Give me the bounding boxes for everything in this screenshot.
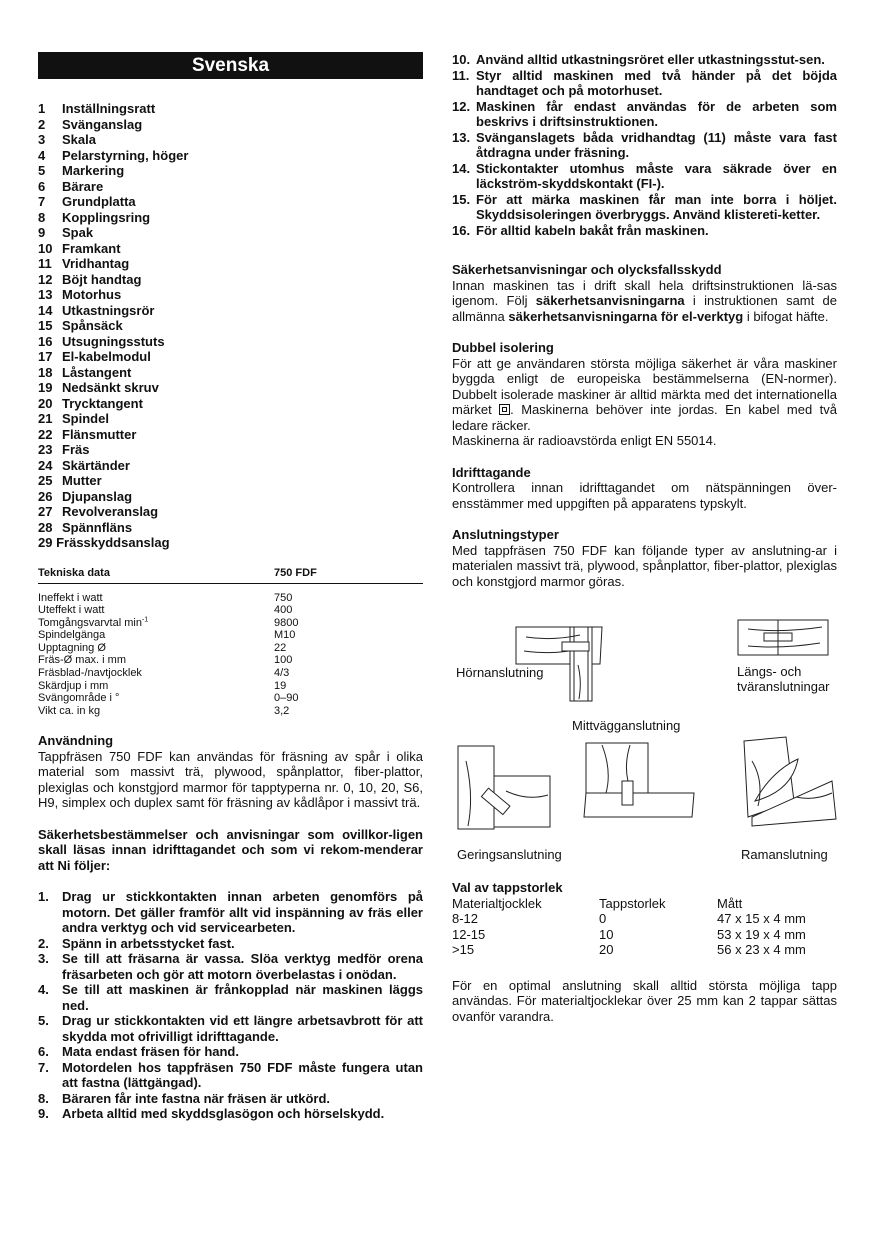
double-insulation-icon [499,404,510,415]
list-item: 13. Svänganslagets båda vridhandtag (11) måste vara fast åtdragna under fräsning. [452,129,837,160]
double-insulation-heading: Dubbel isolering [452,340,554,355]
joint-illustrations [452,611,842,866]
miter-joint-drawing [458,746,550,829]
frame-joint-label: Ramanslutning [741,847,828,862]
list-item: 3. Se till att fräsarna är vassa. Slöa verktyg medför orena fräsarbeten och gör att motorn överbelastas i onödan. [38,951,423,982]
language-title: Svenska [38,52,423,79]
joint-types-section [452,527,837,589]
list-item: 10. Använd alltid utkastningsröret eller utkastningsstut-sen. [452,52,825,67]
table-row: Tomgångsvarvtal $\min^{-1}$ 9800 [38,616,299,629]
safety-rules-list-continued [452,52,837,238]
list-item: 3 Skala [38,132,96,147]
final-note: För en optimal anslutning skall alltid största möjliga tapp användas. För materialtjocklekar över 25 mm kan 2 tappar sättas ovanför varandra. [452,977,837,1024]
double-insulation-section [452,340,837,449]
list-item: 20 Trycktangent [38,395,143,411]
radio-suppression-text: Maskinerna är radioavstörda enligt EN 55014. [452,433,717,448]
list-item: 14. Stickontakter utomhus måste vara säkrade över en läckström-skyddskontakt (FI-). [452,160,837,191]
list-item: 27 Revolveranslag [38,504,159,519]
double-insulation-text: För att ge användaren största möjliga säkerhet är våra maskiner byggda enligt de europeiska bestämmelserna (EN-normer). Dubbelt isolerade maskiner är alltid märkta med det internationella märket . Maskinerna behöver inte jordas. En kabel med två ledare räcker. [452,355,837,433]
list-item: 23 Fräs [38,442,90,457]
usage-heading: Användning [38,733,114,749]
list-item: 11 Vridhantag [38,256,130,271]
list-item: 7. Motordelen hos tappfräsen 750 FDF måste fungera utan att fastna (lättgängad). [38,1059,423,1091]
tech-data-header: Tekniska data 750 FDF [38,567,423,584]
frame-joint-drawing [744,737,836,826]
table-row: 8-12 0 47 x 15 x 4 mm [452,911,806,926]
table-row: Svängområde i ° 0–90 [38,692,299,705]
joint-types-figure [452,611,837,866]
list-item: 14 Utkastningsrör [38,302,155,318]
list-item: 13 Motorhus [38,287,122,302]
table-row: Fräs-Ø max. i mm 100 [38,654,293,667]
safety-rules-list [38,889,423,1122]
safety-notes-text: Innan maskinen tas i drift skall hela driftsinstruktionen lä-sas igenom. Följ säkerhetsanvisningarna i instruktionen samt de allmänna säkerhetsanvisningarna för el-verktyg i bifogat häfte. [452,277,837,324]
safety-notes-section [452,262,837,324]
list-item: 4. Se till att maskinen är frånkopplad när maskinen läggs ned. [38,982,423,1013]
joint-types-text: Med tappfräsen 750 FDF kan följande typer av anslutning-ar i materialen massivt trä, plywood, spånplattor, fiber-plattor, plexiglas och konstgjord marmor göras. [452,542,837,589]
list-item: 15 Spånsäck [38,318,123,333]
left-column [38,52,423,1122]
long-cross-joint-drawing [738,620,828,655]
list-item: 29 Frässkyddsanslag [38,535,170,550]
startup-text: Kontrollera innan idrifttagandet om nätspänningen över-ensstämmer med uppgiften på apparatens typskylt. [452,480,837,511]
table-row: Ineffekt i watt 750 [38,591,293,604]
list-item: 16 Utsugningsstuts [38,333,165,349]
list-item: 21 Spindel [38,411,109,426]
middle-wall-joint-label: Mittvägganslutning [572,718,681,733]
miter-joint-label: Geringsanslutning [457,847,562,862]
tap-size-section [452,880,837,958]
safety-intro: Säkerhetsbestämmelser och anvisningar som ovillkor-ligen skall läsas innan idrifttagandet och som vi rekom-menderar att Ni följer: [38,826,423,873]
list-item: 18 Låstangent [38,364,132,380]
list-item: 12. Maskinen får endast användas för de arbeten som beskrivs i driftsinstruktionen. [452,98,837,129]
corner-joint-label: Hörnanslutning [456,665,544,680]
list-item: 11. Styr alltid maskinen med två händer på det böjda handtaget och på motorhuset. [452,67,837,98]
list-item: 8. Bäraren får inte fastna när fräsen är utkörd. [38,1090,331,1106]
usage-text: Tappfräsen 750 FDF kan användas för fräsning av spår i olika material som massivt trä, plywood, spånplattor, fiber-plattor, plexiglas och konstgjord marmor för tapptyperna nr. 0, 10, 20, S6, H9, simplex och duplex samt för fräsning av kådlåpor i massivt trä. [38,748,423,811]
table-row: Spindelgänga M10 [38,629,296,642]
list-item: 24 Skärtänder [38,457,130,473]
list-item: 2. Spänn in arbetsstycket fast. [38,935,235,951]
list-item: 25 Mutter [38,473,102,488]
tech-data-table [38,567,423,718]
list-item: 8 Kopplingsring [38,209,151,225]
list-item: 5. Drag ur stickkontakten vid ett längre arbetsavbrott för att skydda mot ofrivilligt idrifttagande. [38,1013,423,1044]
usage-section [38,733,423,811]
tap-size-header-row: Materialtjocklek Tappstorlek Mått [452,895,743,911]
table-row: Skärdjup i mm 19 [38,679,287,692]
list-item: 1 Inställningsratt [38,101,156,116]
parts-list [38,101,423,551]
middle-wall-joint-drawing [584,743,694,817]
list-item: 19 Nedsänkt skruv [38,380,159,395]
list-item: 28 Spännfläns [38,519,133,535]
list-item: 4 Pelarstyrning, höger [38,147,189,163]
table-row: Uteffekt i watt 400 [38,604,293,617]
corner-joint-drawing [516,627,602,701]
list-item: 26 Djupanslag [38,488,133,504]
list-item: 6 Bärare [38,178,104,194]
long-cross-joint-label: Längs- och tväranslutningar [737,664,830,694]
list-item: 10 Framkant [38,240,121,256]
list-item: 2 Svänganslag [38,116,143,132]
list-item: 5 Markering [38,163,125,178]
list-item: 15. För att märka maskinen får man inte borra i höljet. Skyddsisoleringen överbryggs. Använd klistereti-ketter. [452,191,837,222]
startup-section [452,465,837,512]
table-row: Vikt ca. in kg 3,2 [38,704,290,717]
table-row: 12-15 10 53 x 19 x 4 mm [452,926,806,942]
joint-types-heading: Anslutningstyper [452,527,559,542]
list-item: 17 El-kabelmodul [38,349,151,364]
table-row: Upptagning Ø 22 [38,641,287,654]
list-item: 1. Drag ur stickkontakten innan arbeten genomförs på motorn. Det gäller framför allt vid inspänning av fräs eller andra verktyg och vid servicearbeten. [38,889,423,936]
list-item: 16. För alltid kabeln bakåt från maskinen. [452,222,709,238]
tap-size-heading: Val av tappstorlek [452,880,563,895]
table-row: >15 20 56 x 23 x 4 mm [452,942,806,957]
list-item: 6. Mata endast fräsen för hand. [38,1044,239,1060]
right-column [452,52,837,1024]
list-item: 22 Flänsmutter [38,426,137,442]
list-item: 9 Spak [38,225,94,240]
startup-heading: Idrifttagande [452,464,531,480]
safety-notes-heading: Säkerhetsanvisningar och olycksfallsskydd [452,262,722,277]
list-item: 9. Arbeta alltid med skyddsglasögon och hörselskydd. [38,1106,385,1122]
list-item: 12 Böjt handtag [38,271,142,287]
list-item: 7 Grundplatta [38,194,136,209]
table-row: Fräsblad-/navtjocklek 4/3 [38,667,290,680]
